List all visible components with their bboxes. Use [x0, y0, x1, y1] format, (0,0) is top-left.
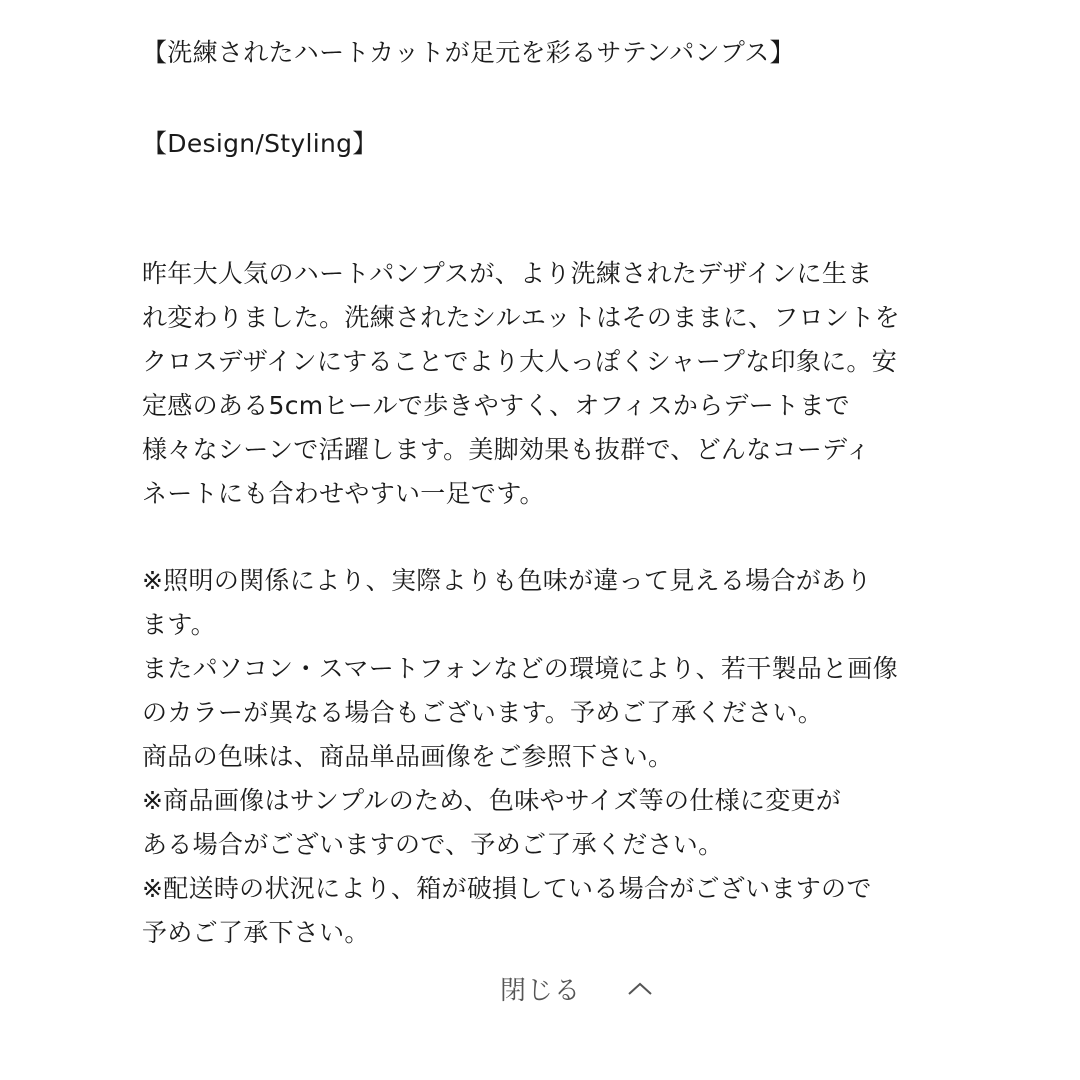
- note-line: またパソコン・スマートフォンなどの環境により、若干製品と画像: [142, 654, 899, 683]
- body-line: 定感のある5cmヒールで歩きやすく、オフィスからデートまで: [142, 391, 850, 420]
- chevron-up-icon: [627, 980, 653, 996]
- note-line: ます。: [142, 610, 216, 639]
- description-heading: 【洗練されたハートカットが足元を彩るサテンパンプス】: [142, 38, 795, 67]
- body-line: れ変わりました。洗練されたシルエットはそのままに、フロントを: [142, 303, 900, 332]
- note-line: 商品の色味は、商品単品画像をご参照下さい。: [142, 742, 674, 771]
- note-line: ※照明の関係により、実際よりも色味が違って見える場合があり: [142, 566, 872, 595]
- body-line: 様々なシーンで活躍します。美脚効果も抜群で、どんなコーディ: [142, 435, 871, 464]
- description-subheading: 【Design/Styling】: [142, 129, 378, 158]
- close-button[interactable]: [500, 970, 653, 1006]
- note-line: 予めご了承下さい。: [142, 918, 370, 947]
- body-line: 昨年大人気のハートパンプスが、より洗練されたデザインに生ま: [142, 259, 873, 288]
- note-line: ※商品画像はサンプルのため、色味やサイズ等の仕様に変更が: [142, 786, 842, 815]
- note-line: ある場合がございますので、予めご了承ください。: [142, 830, 724, 859]
- note-line: のカラーが異なる場合もございます。予めご了承ください。: [142, 698, 824, 727]
- close-button-label: 閉じる: [500, 975, 582, 1006]
- body-line: ネートにも合わせやすい一足です。: [142, 479, 545, 508]
- body-line: クロスデザインにすることでより大人っぽくシャープな印象に。安: [142, 347, 898, 376]
- note-line: ※配送時の状況により、箱が破損している場合がございますので: [142, 874, 872, 903]
